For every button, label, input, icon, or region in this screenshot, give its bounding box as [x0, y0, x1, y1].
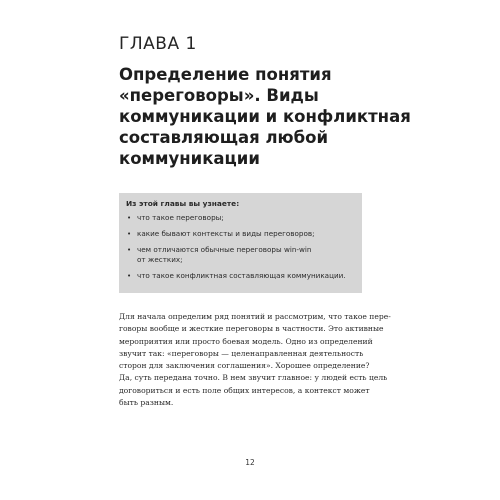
bullet-icon: • — [127, 230, 132, 238]
chapter-title — [119, 64, 411, 169]
bullet-icon: • — [127, 214, 132, 222]
body-line: быть разным. — [119, 398, 174, 408]
bullet-icon: • — [127, 246, 132, 254]
bullet-icon: • — [127, 272, 132, 280]
body-line: говоры вообще и жесткие переговоры в частности. Это активные — [119, 324, 384, 334]
chapter-title-line: составляющая любой — [119, 128, 329, 147]
chapter-takeaways-box — [119, 193, 362, 293]
takeaways-list — [126, 213, 354, 281]
takeaway-text: чем отличаются обычные переговоры win-win — [137, 245, 312, 254]
body-line: договориться и есть поле общих интересов, а контекст может — [119, 385, 370, 395]
body-line: сторон для заключения соглашения». Хорошее определение? — [119, 361, 370, 371]
takeaway-item — [126, 229, 354, 239]
takeaway-text-continuation: от жестких; — [137, 255, 183, 264]
chapter-title-line: коммуникации — [119, 149, 260, 168]
takeaway-text: что такое конфликтная составляющая коммуникации. — [137, 271, 346, 280]
takeaway-item — [126, 245, 354, 265]
chapter-title-line: Определение понятия — [119, 65, 332, 84]
page-number: 12 — [245, 458, 255, 467]
takeaway-text: что такое переговоры; — [137, 213, 224, 222]
chapter-label: ГЛАВА 1 — [119, 34, 197, 54]
body-line: Для начала определим ряд понятий и рассмотрим, что такое пере- — [119, 312, 391, 321]
body-line: звучит так: «переговоры — целенаправленная деятельность — [119, 348, 364, 358]
chapter-title-line: «переговоры». Виды — [119, 86, 319, 105]
takeaway-item — [126, 213, 354, 223]
body-line: мероприятия или просто боевая модель. Одно из определений — [119, 336, 373, 346]
takeaways-heading: Из этой главы вы узнаете: — [126, 199, 240, 208]
takeaway-item — [126, 271, 354, 281]
body-paragraph — [119, 311, 391, 409]
chapter-title-line: коммуникации и конфликтная — [119, 107, 411, 126]
body-line: Да, суть передана точно. В нем звучит главное: у людей есть цель — [119, 373, 388, 383]
takeaway-text: какие бывают контексты и виды переговоров; — [137, 229, 315, 238]
